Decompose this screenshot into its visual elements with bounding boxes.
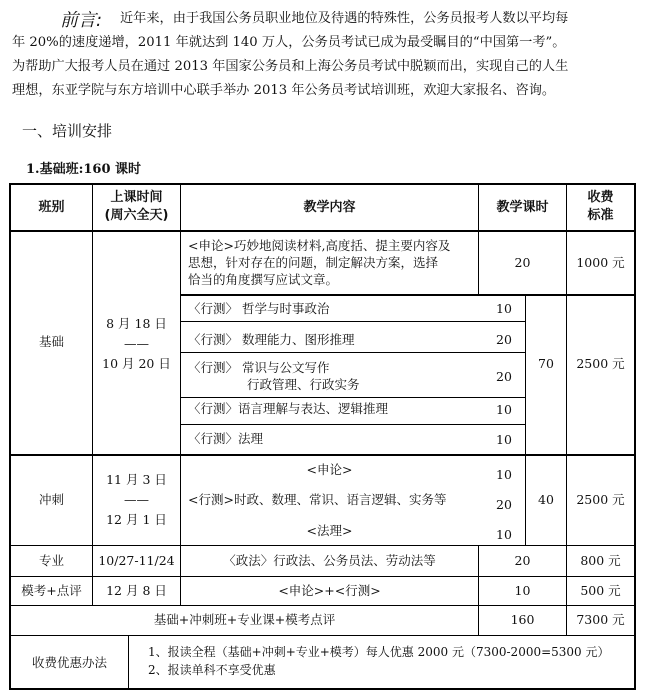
sprint-date-start: 11 月 3 日 bbox=[106, 472, 167, 487]
basic-shenlun-line-1: <申论>巧妙地阅读材料,高度括、提主要内容及 bbox=[188, 238, 451, 253]
major-fee: 800 元 bbox=[580, 553, 621, 568]
basic-item-4: 〈行测〉语言理解与表达、逻辑推理 bbox=[188, 401, 389, 416]
basic-date-start: 8 月 18 日 bbox=[106, 316, 167, 331]
sprint-class-name: 冲刺 bbox=[38, 492, 64, 507]
sprint-date-end: 12 月 1 日 bbox=[106, 512, 167, 527]
mock-time: 12 月 8 日 bbox=[106, 583, 167, 598]
basic-item-5: 〈行测〉法理 bbox=[188, 431, 264, 446]
basic-shenlun-fee: 1000 元 bbox=[576, 255, 625, 270]
intro-line-1: 近年来，由于我国公务员职业地位及待遇的特殊性，公务员报考人数以平均每 bbox=[120, 11, 569, 26]
sprint-item-2-hours: 20 bbox=[496, 497, 512, 512]
discount-line-1: 1、报读全程（基础+冲刺+专业+模考）每人优惠 2000 元（7300-2000=5300 元） bbox=[148, 645, 610, 659]
basic-item-5-hours: 10 bbox=[496, 432, 512, 447]
basic-shenlun-line-2: 思想，针对存在的问题，制定解决方案，选择 bbox=[188, 255, 439, 270]
basic-item-1-hours: 10 bbox=[496, 301, 512, 316]
sprint-item-1: <申论> bbox=[306, 462, 353, 477]
header-time-sub: (周六全天) bbox=[104, 208, 169, 223]
sprint-item-1-hours: 10 bbox=[496, 467, 512, 482]
sprint-group-fee: 2500 元 bbox=[576, 492, 625, 507]
basic-item-4-hours: 10 bbox=[496, 402, 512, 417]
basic-item-2-hours: 20 bbox=[496, 332, 512, 347]
basic-date-dash: —— bbox=[124, 336, 149, 351]
discount-line-2: 2、报读单科不享受优惠 bbox=[148, 663, 276, 677]
intro-line-4: 理想，东亚学院与东方培训中心联手举办 2013 年公务员考试培训班，欢迎大家报名、咨询。 bbox=[12, 83, 556, 98]
header-content: 教学内容 bbox=[303, 200, 356, 215]
sprint-item-2: <行测>时政、数理、常识、语言逻辑、实务等 bbox=[188, 492, 447, 507]
basic-class-name: 基础 bbox=[38, 334, 64, 349]
discount-label: 收费优惠办法 bbox=[31, 655, 107, 670]
basic-group-fee: 2500 元 bbox=[576, 356, 625, 371]
section-title: 一、培训安排 bbox=[22, 122, 113, 140]
intro-line-2: 年 20%的速度递增，2011 年就达到 140 万人，公务员考试已成为最受瞩目的“中国第一考”。 bbox=[12, 35, 566, 50]
header-class: 班别 bbox=[38, 200, 65, 215]
major-content: 〈政法〉行政法、公务员法、劳动法等 bbox=[223, 553, 436, 568]
basic-date-end: 10 月 20 日 bbox=[102, 356, 171, 371]
header-fee-sub: 标准 bbox=[587, 208, 614, 223]
total-fee: 7300 元 bbox=[576, 612, 625, 627]
sprint-item-3-hours: 10 bbox=[496, 527, 512, 542]
total-hours: 160 bbox=[510, 612, 535, 627]
total-label: 基础+冲刺班+专业课+模考点评 bbox=[153, 612, 336, 627]
intro-line-3: 为帮助广大报考人员在通过 2013 年国家公务员和上海公务员考试中脱颖而出，实现自己的人生 bbox=[12, 59, 569, 74]
subsection-title: 1.基础班:160 课时 bbox=[26, 162, 142, 177]
sprint-item-3: <法理> bbox=[306, 523, 353, 538]
header-fee: 收费 bbox=[587, 190, 614, 205]
basic-item-3: 〈行测〉 常识与公文写作 bbox=[188, 360, 330, 375]
header-time: 上课时间 bbox=[110, 190, 163, 205]
sprint-date-dash: —— bbox=[124, 492, 149, 507]
basic-item-3-hours: 20 bbox=[496, 369, 512, 384]
basic-group-hours: 70 bbox=[538, 356, 554, 371]
major-time: 10/27-11/24 bbox=[98, 553, 175, 568]
basic-item-3-line-2: 行政管理、行政实务 bbox=[247, 377, 360, 392]
intro-label: 前言: bbox=[60, 10, 103, 31]
mock-class-name: 模考+点评 bbox=[21, 583, 82, 598]
mock-content: <申论>+<行测> bbox=[278, 583, 381, 598]
major-class-name: 专业 bbox=[38, 553, 64, 568]
mock-hours: 10 bbox=[514, 583, 531, 598]
header-hours: 教学课时 bbox=[496, 200, 549, 215]
mock-fee: 500 元 bbox=[580, 583, 621, 598]
basic-item-1: 〈行测〉 哲学与时事政治 bbox=[188, 301, 330, 316]
sprint-group-hours: 40 bbox=[538, 492, 554, 507]
basic-shenlun-line-3: 恰当的角度撰写应试文章。 bbox=[188, 272, 339, 287]
basic-shenlun-hours: 20 bbox=[514, 255, 531, 270]
basic-item-2: 〈行测〉 数理能力、图形推理 bbox=[188, 332, 355, 347]
major-hours: 20 bbox=[514, 553, 531, 568]
